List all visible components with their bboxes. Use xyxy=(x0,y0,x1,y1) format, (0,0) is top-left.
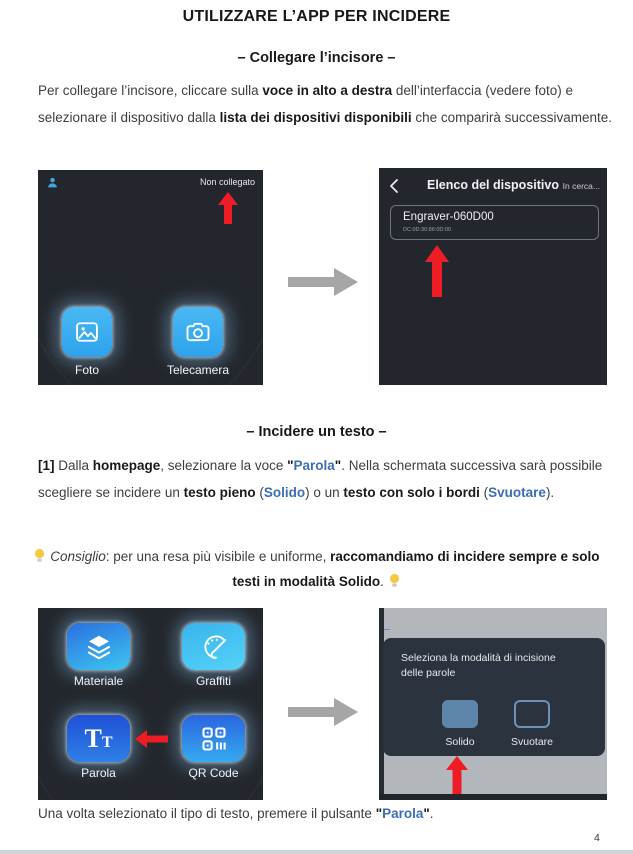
text-icon: TT xyxy=(84,723,113,753)
paragraph-engrave xyxy=(38,452,614,506)
page-bottom-edge xyxy=(0,850,633,854)
screenshot-app-home xyxy=(38,170,263,385)
text-run-bold: voce in alto a destra xyxy=(262,83,393,98)
text-run-bold: lista dei dispositivi disponibili xyxy=(219,110,412,125)
paragraph-connect xyxy=(38,77,614,131)
text-run: . xyxy=(380,574,388,589)
tip-paragraph xyxy=(21,544,612,594)
photo-icon xyxy=(73,318,101,346)
parola-button xyxy=(67,715,130,762)
red-arrow-left-icon xyxy=(135,730,168,748)
scanning-status-label: In cerca... xyxy=(562,181,600,191)
text-run: Dalla xyxy=(54,458,93,473)
text-run-bold: [1] xyxy=(38,458,55,473)
engrave-mode-modal xyxy=(383,638,605,756)
parola-label: Parola xyxy=(81,766,116,780)
text-run-italic: Consiglio xyxy=(50,549,106,564)
materiale-label: Materiale xyxy=(73,674,124,688)
qr-code-label: QR Code xyxy=(188,766,239,780)
screenshot-app-home-tools xyxy=(38,608,263,800)
screenshot-mode-dialog xyxy=(379,608,607,800)
device-list-item xyxy=(390,205,599,240)
text-run: Per collegare l’incisore, cliccare sulla xyxy=(38,83,263,98)
person-icon xyxy=(46,176,59,189)
outline-mode-swatch xyxy=(514,700,550,728)
text-run-bold: " xyxy=(334,458,342,473)
red-arrow-up-icon xyxy=(218,192,238,224)
page-title: UTILIZZARE L’APP PER INCIDERE xyxy=(182,8,451,25)
modal-prompt: Seleziona la modalità di incisione delle parole xyxy=(401,652,556,679)
device-name: Engraver-060D00 xyxy=(403,211,494,223)
text-run: : per una resa più visibile e uniforme, xyxy=(105,549,331,564)
text-run-accent: Parola xyxy=(382,806,424,821)
text-run-bold: raccomandiamo di incidere sempre e solo testi in modalità Solido xyxy=(232,549,600,589)
text-run: ) o un xyxy=(305,485,344,500)
solido-label: Solido xyxy=(445,736,475,748)
text-run-bold: homepage xyxy=(92,458,161,473)
text-run: ( xyxy=(479,485,489,500)
camera-icon xyxy=(184,318,212,346)
text-run: ( xyxy=(255,485,264,500)
section-heading-connect: – Collegare l’incisore – xyxy=(237,50,396,66)
red-arrow-up-icon xyxy=(425,245,449,297)
device-mac-address: DC:0D:30:86:0D:00 xyxy=(403,227,451,233)
text-run-bold: testo pieno xyxy=(183,485,256,500)
text-run: . Nella schermata successiva sarà possibile scegliere se incidere un xyxy=(38,458,603,500)
text-run: dell’interfaccia (vedere foto) e selezionare il dispositivo dalla xyxy=(38,83,573,125)
qr-code-icon xyxy=(200,725,228,753)
qr-code-button xyxy=(182,715,245,762)
text-run: che comparirà successivamente. xyxy=(411,110,612,125)
text-run-accent: Svuotare xyxy=(488,485,546,500)
text-run-bold: " xyxy=(287,458,294,473)
palette-icon xyxy=(199,632,229,662)
text-run: ). xyxy=(545,485,555,500)
connection-status-label: Non collegato xyxy=(199,177,255,187)
paragraph-closing xyxy=(38,800,628,827)
graffiti-label: Graffiti xyxy=(195,674,232,688)
telecamera-button xyxy=(173,307,223,357)
layers-icon xyxy=(84,632,114,662)
foto-button xyxy=(62,307,112,357)
text-run: , selezionare la voce xyxy=(160,458,288,473)
page-number: 4 xyxy=(594,832,600,844)
device-list-title: Elenco del dispositivo xyxy=(427,178,559,192)
text-run-bold: testo con solo i bordi xyxy=(343,485,480,500)
device-list-header xyxy=(379,178,607,196)
graffiti-button xyxy=(182,623,245,670)
text-run: . xyxy=(429,806,434,821)
lightbulb-icon xyxy=(33,548,46,563)
red-arrow-up-icon xyxy=(446,756,468,796)
lightbulb-icon xyxy=(388,573,401,588)
telecamera-label: Telecamera xyxy=(166,363,230,377)
text-run-accent: Parola xyxy=(293,458,335,473)
gray-arrow-right-icon xyxy=(288,267,358,297)
text-run-accent: Solido xyxy=(263,485,306,500)
text-run: Una volta selezionato il tipo di testo, premere il pulsante xyxy=(38,806,376,821)
gray-arrow-right-icon xyxy=(288,697,358,727)
svuotare-label: Svuotare xyxy=(510,736,554,748)
solid-mode-swatch xyxy=(442,700,478,728)
text-run-bold: " xyxy=(423,806,430,821)
text-run-bold: " xyxy=(375,806,383,821)
section-heading-engrave-text: – Incidere un testo – xyxy=(246,424,387,440)
foto-label: Foto xyxy=(74,363,99,377)
screenshot-device-list xyxy=(379,168,607,385)
materiale-button xyxy=(67,623,130,670)
ruler-tick xyxy=(384,629,390,630)
